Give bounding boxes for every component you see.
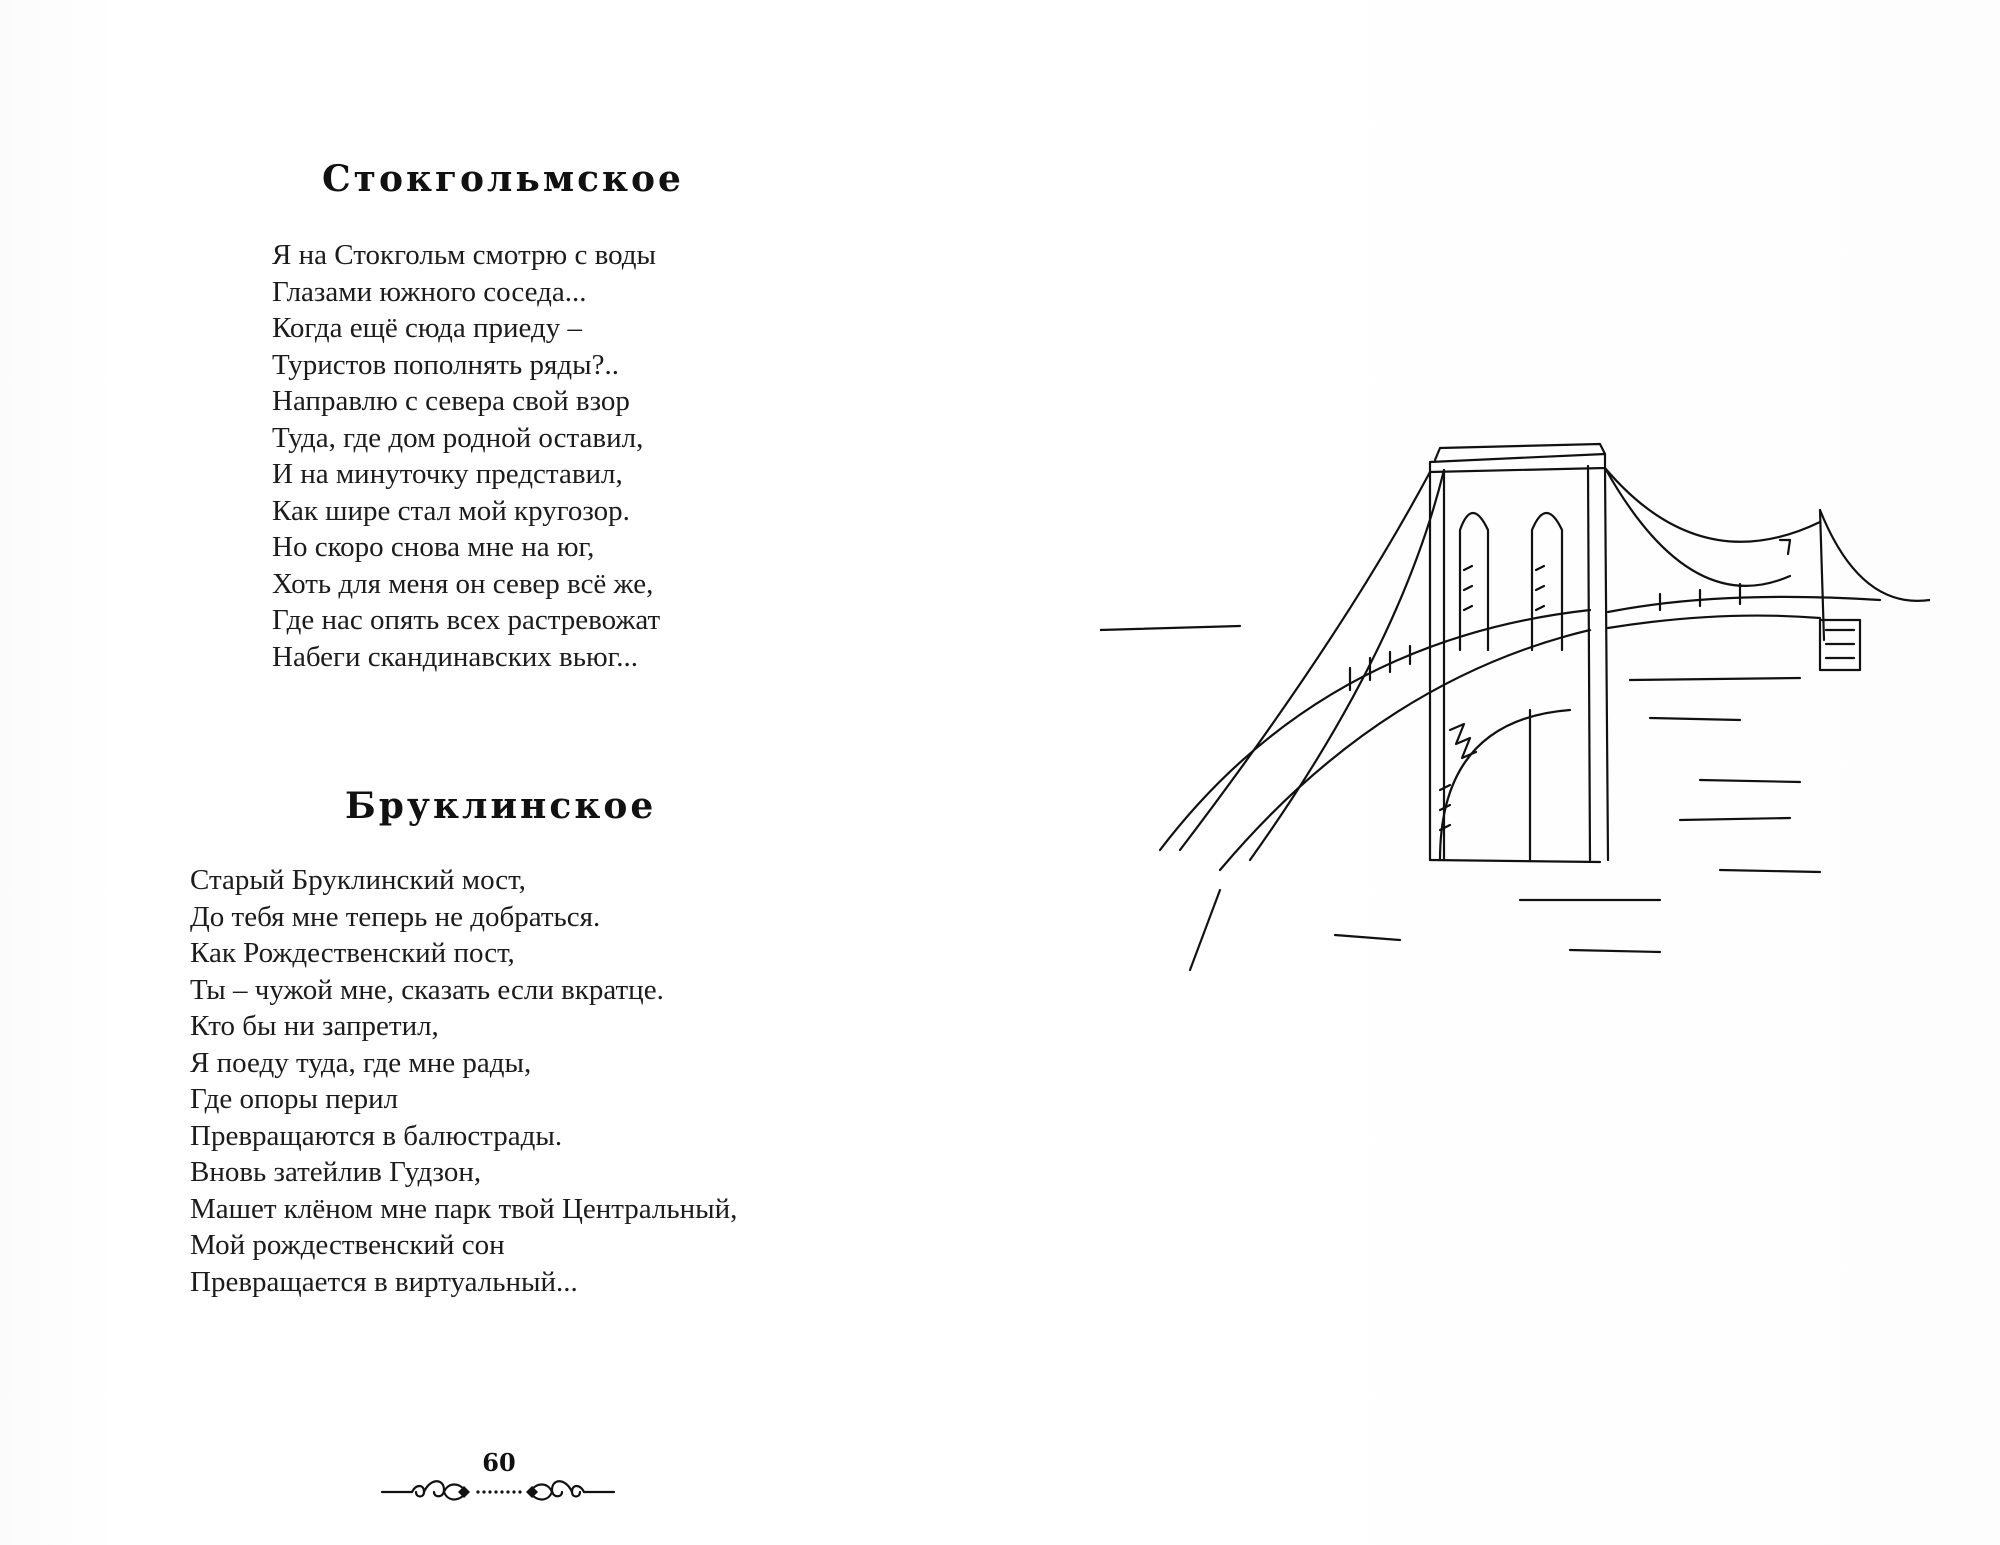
poem-title-brooklyn: Бруклинское [345, 785, 657, 827]
poem-line: Туда, где дом родной оставил, [272, 421, 644, 454]
poem-line: Хоть для меня он север всё же, [272, 567, 654, 600]
poem-line: Старый Бруклинский мост, [190, 864, 526, 896]
poem-line: Превращаются в балюстрады. [190, 1119, 563, 1152]
poem-line: Как Рождественский пост, [190, 937, 515, 969]
poem-stockholm-text [272, 237, 660, 675]
page-ornament-icon [378, 1472, 618, 1512]
poem-line: Когда ещё сюда приеду – [272, 312, 583, 344]
poem-line: Мой рождественский сон [190, 1229, 505, 1261]
poem-line: До тебя мне теперь не добраться. [190, 900, 601, 933]
poem-line: Ты – чужой мне, сказать если вкратце. [190, 973, 664, 1006]
poem-line: Я поеду туда, где мне рады, [190, 1046, 532, 1079]
poem-line: Как шире стал мой кругозор. [272, 494, 630, 527]
poem-line: Где нас опять всех растревожат [272, 604, 661, 636]
poem-line: Машет клёном мне парк твой Центральный, [190, 1192, 738, 1225]
poem-line: Глазами южного соседа... [272, 275, 587, 308]
poem-line: Где опоры перил [190, 1083, 399, 1115]
poem-line: Туристов пополнять ряды?.. [272, 348, 619, 381]
poem-line: Набеги скандинавских вьюг... [272, 640, 639, 673]
poem-line: Вновь затейлив Гудзон, [190, 1156, 482, 1188]
page-number: 60 [482, 1448, 516, 1477]
poem-line: Кто бы ни запретил, [190, 1010, 439, 1042]
poem-line: Превращается в виртуальный... [190, 1265, 578, 1298]
poem-title-stockholm: Стокгольмское [322, 158, 684, 200]
poem-line: Направлю с севера свой взор [272, 385, 630, 417]
poem-line: Я на Стокгольм смотрю с воды [272, 239, 656, 271]
poem-brooklyn-text [190, 862, 737, 1300]
poem-line: Но скоро снова мне на юг, [272, 531, 595, 563]
bridge-sketch-icon [1100, 430, 1930, 1010]
poem-line: И на минуточку представил, [272, 458, 623, 490]
